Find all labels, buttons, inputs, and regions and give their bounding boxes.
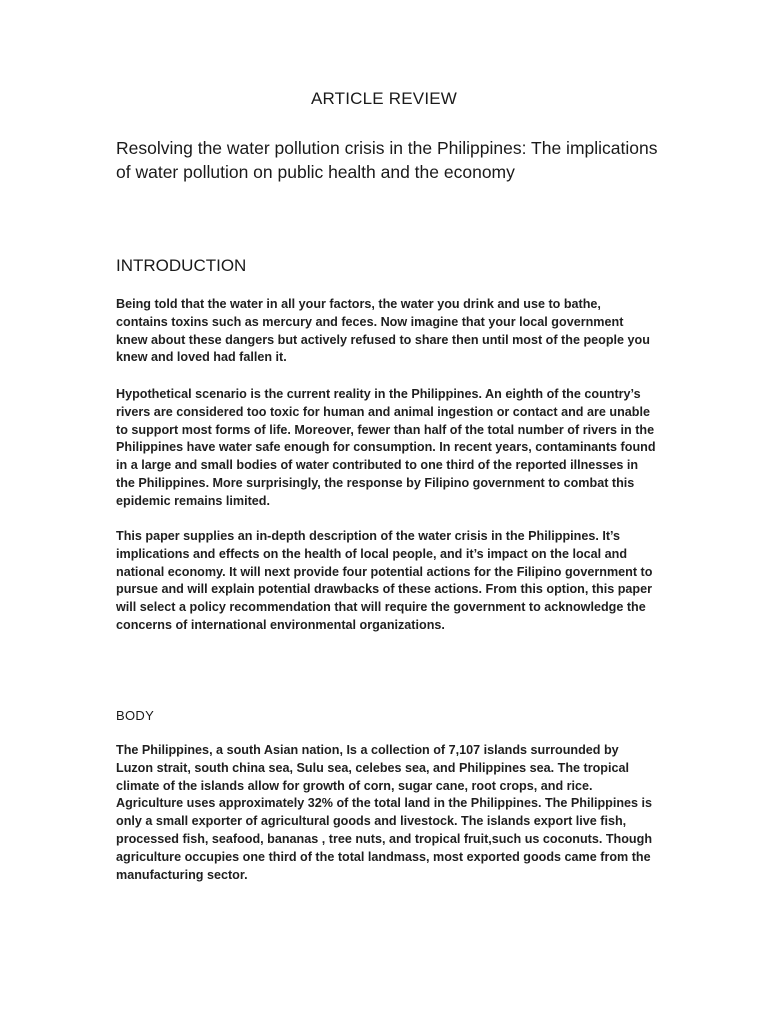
introduction-paragraph-3: This paper supplies an in-depth description of the water crisis in the Philippines. It’s implications and effects on the health of local people, and it’s impact on the local and national economy. It will next provide four potential actions for the Filipino government to pursue and will explain potential drawbacks of these actions. From this option, this paper will select a policy recommendation that will require the government to acknowledge the concerns of international environmental organizations. [116,529,653,632]
introduction-paragraph-1: Being told that the water in all your factors, the water you drink and use to bathe, contains toxins such as mercury and feces. Now imagine that your local government knew about these dangers but actively refused to share then until most of the people you knew and loved had fallen it. [116,297,650,365]
introduction-paragraph-2: Hypothetical scenario is the current reality in the Philippines. An eighth of the country’s rivers are considered too toxic for human and animal ingestion or contact and are unable to support most forms of life. Moreover, fewer than half of the total number of rivers in the Philippines have water safe enough for consumption. In recent years, contaminants found in a large and small bodies of water contributed to one third of the reported illnesses in the Philippines. More surprisingly, the response by Filipino government to combat this epidemic remains limited. [116,387,656,508]
introduction-heading: INTRODUCTION [116,256,247,275]
body-heading: BODY [116,708,155,723]
document-header: ARTICLE REVIEW [310,89,458,108]
body-paragraph-1: The Philippines, a south Asian nation, Is a collection of 7,107 islands surrounded by Luzon strait, south china sea, Sulu sea, celebes sea, and Philippines sea. The tropical climate of the islands allow for growth of corn, sugar cane, root crops, and rice. Agriculture uses approximately 32% of the total land in the Philippines. The Philippines is only a small exporter of agricultural goods and livestock. The islands export live fish, processed fish, seafood, bananas , tree nuts, and tropical fruit,such us coconuts. Though agriculture occupies one third of the total landmass, most exported goods came from the manufacturing sector. [116,743,653,882]
article-title: Resolving the water pollution crisis in the Philippines: The implications of water pollution on public health and the economy [116,138,658,182]
